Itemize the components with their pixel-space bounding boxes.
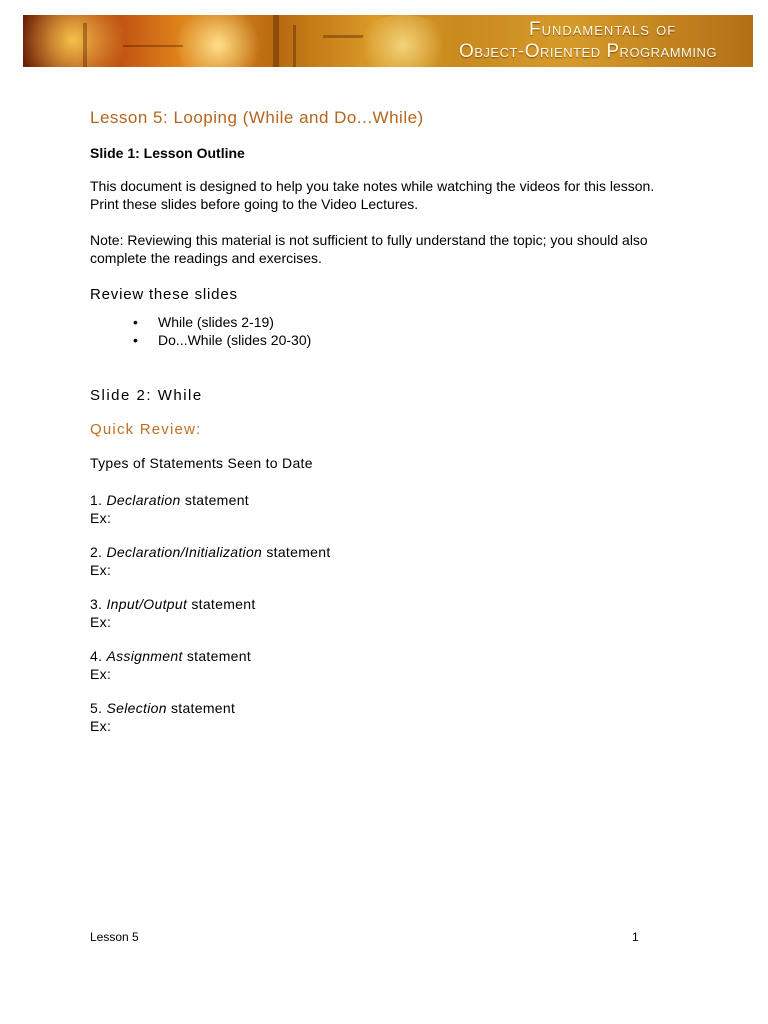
slide2-heading: Slide 2: While: [90, 387, 203, 404]
statement-item: 2. Declaration/Initialization statement Ex:: [90, 544, 331, 578]
example-label: Ex:: [90, 718, 112, 734]
statement-name: Input/Output: [106, 596, 188, 612]
list-item: • Do...While (slides 20-30): [133, 331, 311, 349]
example-label: Ex:: [90, 666, 112, 682]
statement-item: 5. Selection statement Ex:: [90, 700, 236, 734]
banner-title: [459, 19, 717, 63]
slide1-heading: Slide 1: Lesson Outline: [90, 145, 245, 161]
statement-name: Declaration/Initialization: [106, 544, 263, 560]
types-heading: Types of Statements Seen to Date: [90, 455, 313, 471]
statement-name: Declaration: [106, 492, 181, 508]
banner-title-line1: Fundamentals of: [528, 19, 677, 40]
example-label: Ex:: [90, 562, 112, 578]
statement-item: 1. Declaration statement Ex:: [90, 492, 249, 526]
footer-lesson-label: Lesson 5: [90, 930, 139, 944]
review-heading: Review these slides: [90, 286, 238, 303]
statement-item: 3. Input/Output statement Ex:: [90, 596, 256, 630]
list-item: • While (slides 2-19): [133, 313, 311, 331]
lesson-title: Lesson 5: Looping (While and Do...While): [90, 108, 424, 127]
example-label: Ex:: [90, 614, 112, 630]
note-paragraph: Note: Reviewing this material is not sufficient to fully understand the topic; you should also complete the readings and exercises.: [90, 232, 648, 266]
page-number: 1: [632, 930, 639, 944]
header-banner: [23, 15, 753, 67]
review-list: [133, 313, 311, 349]
quick-review-heading: Quick Review:: [90, 421, 202, 438]
statement-name: Selection: [106, 700, 167, 716]
intro-paragraph: This document is designed to help you take notes while watching the videos for this lesson. Print these slides before going to the Video Lectures.: [90, 178, 655, 212]
statement-item: 4. Assignment statement Ex:: [90, 648, 252, 682]
statement-name: Assignment: [106, 648, 183, 664]
banner-title-line2: Object-Oriented Programming: [458, 41, 717, 62]
example-label: Ex:: [90, 510, 112, 526]
